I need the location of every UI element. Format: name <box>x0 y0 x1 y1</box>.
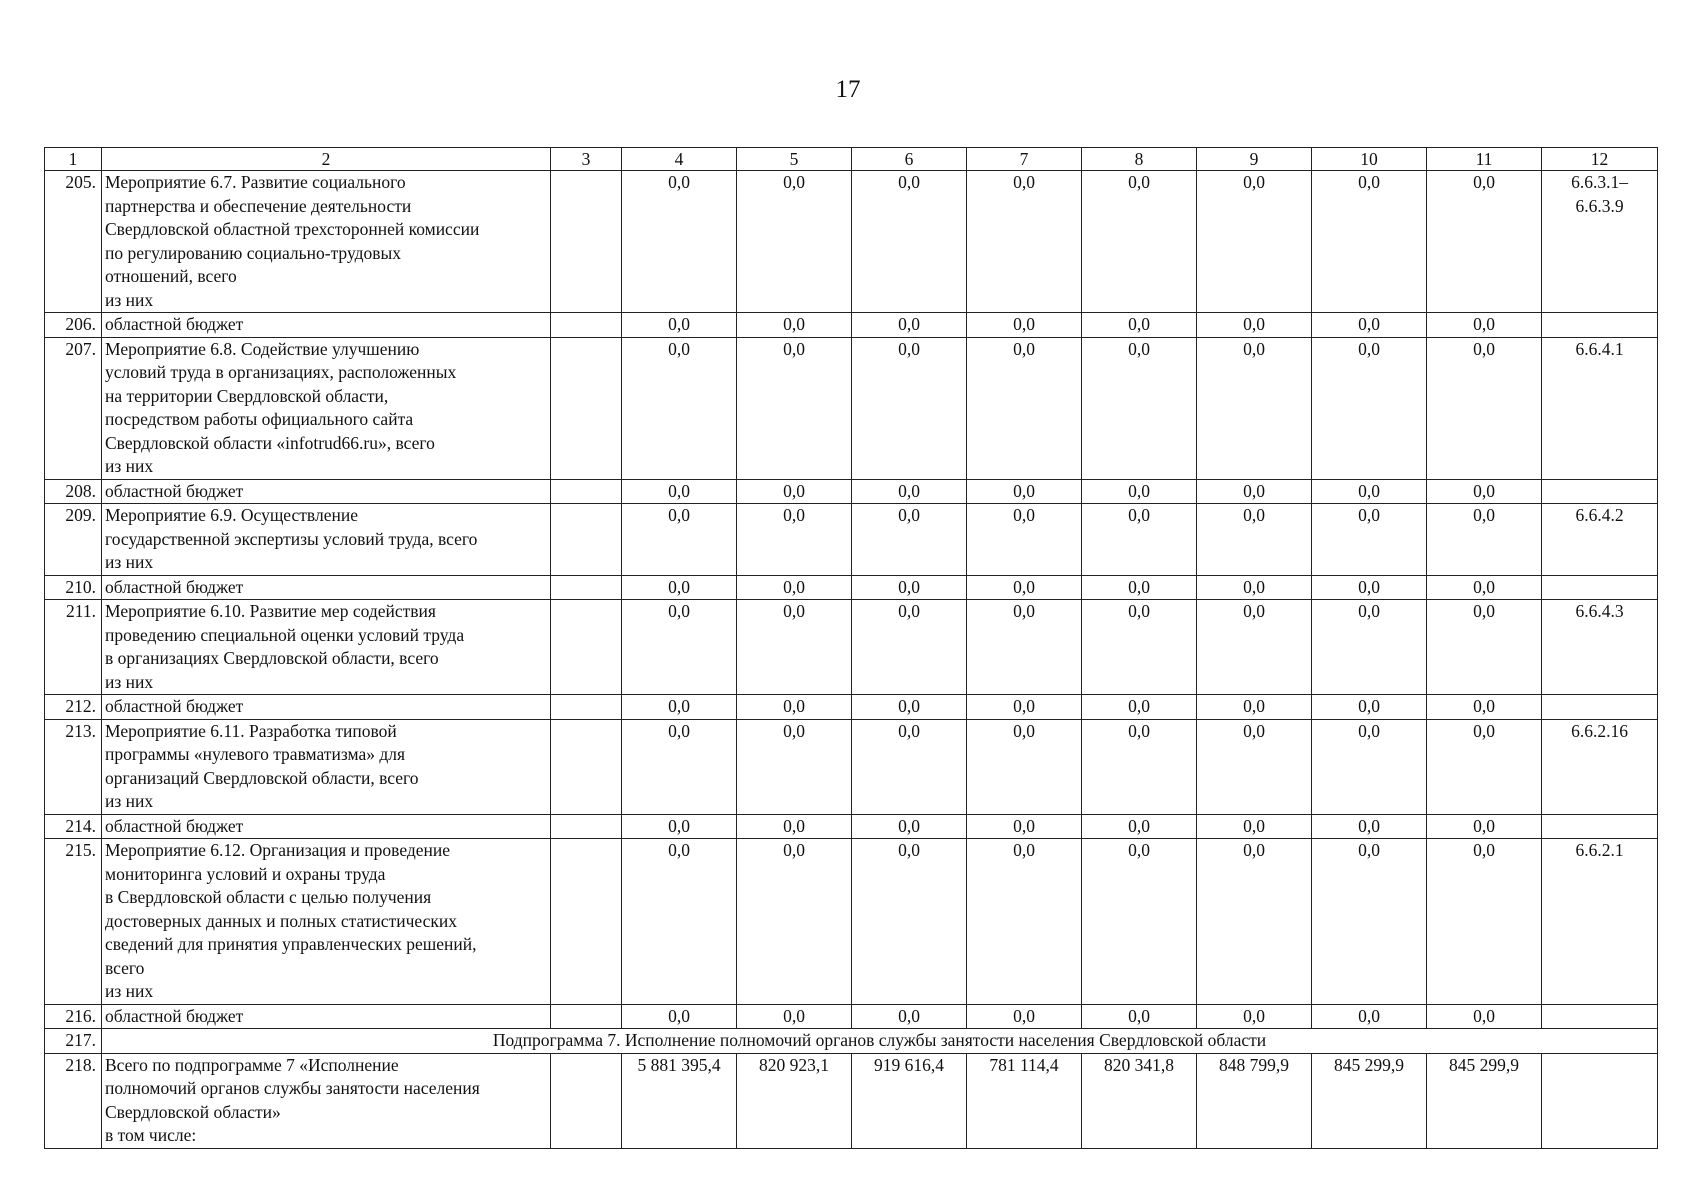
row-name <box>102 575 551 600</box>
value-cell: 0,0 <box>737 1004 852 1029</box>
target-code-cell <box>1542 171 1658 313</box>
value-cell: 0,0 <box>1427 337 1542 479</box>
value-cell: 0,0 <box>737 479 852 504</box>
table-row <box>45 600 1658 695</box>
value-cell: 0,0 <box>1197 814 1312 839</box>
value-cell: 0,0 <box>1427 1004 1542 1029</box>
row-name-line: государственной экспертизы условий труда, всего <box>105 528 478 549</box>
target-code-cell <box>1542 337 1658 479</box>
row-name <box>102 839 551 1005</box>
subprogram-title: Подпрограмма 7. Исполнение полномочий органов службы занятости населения Свердловской области <box>102 1029 1658 1054</box>
row-name-line: в организациях Свердловской области, всего <box>105 648 439 668</box>
target-code-cell <box>1542 1004 1658 1029</box>
row-name-tail: из них <box>105 456 154 476</box>
row-number: 209. <box>45 504 102 576</box>
row-name-line: областной бюджет <box>105 696 244 716</box>
value-cell: 0,0 <box>1312 313 1427 338</box>
value-cell: 0,0 <box>622 313 737 338</box>
row-name-line: организаций Свердловской области, всего <box>105 767 419 788</box>
value-cell: 0,0 <box>1082 695 1197 720</box>
value-cell: 0,0 <box>622 719 737 814</box>
row-name-line: Мероприятие 6.12. Организация и проведение <box>105 840 451 860</box>
row-name-line: отношений, всего <box>105 266 237 286</box>
table-row <box>45 1004 1658 1029</box>
value-cell: 0,0 <box>852 479 967 504</box>
page-number: 17 <box>835 76 861 103</box>
value-cell: 0,0 <box>622 1004 737 1029</box>
table-row <box>45 1053 1658 1148</box>
row-name <box>102 171 551 313</box>
value-cell: 0,0 <box>1197 575 1312 600</box>
value-cell: 0,0 <box>852 814 967 839</box>
value-cell: 820 923,1 <box>737 1053 852 1148</box>
row-name-line: посредством работы официального сайта <box>105 409 414 429</box>
row-number: 218. <box>45 1053 102 1148</box>
row-name <box>102 600 551 695</box>
target-code: 6.6.4.3 <box>1575 601 1624 621</box>
table-body <box>45 148 1658 1149</box>
row-name-line: на территории Свердловской области, <box>105 385 389 406</box>
value-cell: 0,0 <box>1197 479 1312 504</box>
row-name-tail: из них <box>105 289 154 310</box>
value-cell: 0,0 <box>967 600 1082 695</box>
target-code: 6.6.2.16 <box>1571 720 1628 741</box>
row-number: 213. <box>45 719 102 814</box>
target-code-cell <box>1542 839 1658 1005</box>
value-cell: 0,0 <box>852 337 967 479</box>
value-cell: 919 616,4 <box>852 1053 967 1148</box>
row-name-line: в Свердловской области с целью получения <box>105 887 432 907</box>
col3-cell <box>551 814 622 839</box>
row-name-line: по регулированию социально-трудовых <box>105 242 402 263</box>
row-name-tail: в том числе: <box>105 1125 197 1145</box>
value-cell: 0,0 <box>1082 814 1197 839</box>
value-cell: 820 341,8 <box>1082 1053 1197 1148</box>
value-cell: 0,0 <box>1312 337 1427 479</box>
row-name-tail: из них <box>105 981 154 1001</box>
row-name-line: Мероприятие 6.7. Развитие социального <box>105 172 406 192</box>
value-cell: 0,0 <box>622 839 737 1005</box>
row-name-line: Свердловской областной трехсторонней комиссии <box>105 219 480 239</box>
col3-cell <box>551 1053 622 1148</box>
value-cell: 0,0 <box>1312 695 1427 720</box>
row-name <box>102 313 551 338</box>
value-cell: 0,0 <box>1082 600 1197 695</box>
row-name-line: программы «нулевого травматизма» для <box>105 744 406 764</box>
row-name-line: областной бюджет <box>105 815 244 836</box>
header-cell: 3 <box>551 148 622 171</box>
value-cell: 0,0 <box>1082 839 1197 1005</box>
header-cell: 10 <box>1312 148 1427 171</box>
col3-cell <box>551 171 622 313</box>
value-cell: 0,0 <box>1197 695 1312 720</box>
value-cell: 0,0 <box>1312 839 1427 1005</box>
value-cell: 0,0 <box>1427 814 1542 839</box>
value-cell: 0,0 <box>967 839 1082 1005</box>
value-cell: 0,0 <box>1082 171 1197 313</box>
row-name <box>102 695 551 720</box>
row-number: 215. <box>45 839 102 1005</box>
value-cell: 0,0 <box>967 479 1082 504</box>
value-cell: 0,0 <box>852 1004 967 1029</box>
row-name-line: Мероприятие 6.8. Содействие улучшению <box>105 338 420 359</box>
row-name-line: областной бюджет <box>105 1005 244 1026</box>
row-name <box>102 479 551 504</box>
target-code-cell <box>1542 600 1658 695</box>
col3-cell <box>551 600 622 695</box>
value-cell: 0,0 <box>967 313 1082 338</box>
header-cell: 5 <box>737 148 852 171</box>
target-code-cell <box>1542 575 1658 600</box>
row-number: 208. <box>45 479 102 504</box>
row-name-line: проведению специальной оценки условий труда <box>105 624 465 645</box>
table-row <box>45 479 1658 504</box>
value-cell: 0,0 <box>967 1004 1082 1029</box>
row-number: 206. <box>45 313 102 338</box>
value-cell: 0,0 <box>1197 600 1312 695</box>
row-name-line: сведений для принятия управленческих решений, <box>105 934 477 954</box>
target-code: 6.6.4.1 <box>1575 338 1624 359</box>
row-name-line: областной бюджет <box>105 480 244 501</box>
table-row <box>45 1029 1658 1054</box>
row-name <box>102 1004 551 1029</box>
target-code: 6.6.3.1– <box>1571 172 1628 192</box>
header-cell: 12 <box>1542 148 1658 171</box>
row-number: 210. <box>45 575 102 600</box>
value-cell: 0,0 <box>737 313 852 338</box>
value-cell: 0,0 <box>622 814 737 839</box>
value-cell: 0,0 <box>1427 479 1542 504</box>
value-cell: 0,0 <box>1427 171 1542 313</box>
value-cell: 0,0 <box>1197 1004 1312 1029</box>
value-cell: 0,0 <box>852 839 967 1005</box>
value-cell: 0,0 <box>1312 575 1427 600</box>
value-cell: 0,0 <box>737 504 852 576</box>
value-cell: 0,0 <box>1312 600 1427 695</box>
value-cell: 0,0 <box>852 600 967 695</box>
col3-cell <box>551 313 622 338</box>
value-cell: 0,0 <box>967 719 1082 814</box>
row-name <box>102 337 551 479</box>
value-cell: 0,0 <box>1312 479 1427 504</box>
col3-cell <box>551 695 622 720</box>
target-code: 6.6.2.1 <box>1575 840 1624 860</box>
value-cell: 0,0 <box>967 695 1082 720</box>
header-cell: 8 <box>1082 148 1197 171</box>
value-cell: 0,0 <box>737 719 852 814</box>
header-cell: 2 <box>102 148 551 171</box>
value-cell: 0,0 <box>1427 313 1542 338</box>
program-table <box>44 147 1658 1149</box>
value-cell: 0,0 <box>737 171 852 313</box>
target-code: 6.6.4.2 <box>1575 505 1624 525</box>
col3-cell <box>551 504 622 576</box>
target-code-cell <box>1542 814 1658 839</box>
row-name <box>102 504 551 576</box>
value-cell: 0,0 <box>737 337 852 479</box>
value-cell: 0,0 <box>1427 575 1542 600</box>
header-cell: 4 <box>622 148 737 171</box>
value-cell: 0,0 <box>852 695 967 720</box>
row-name-line: мониторинга условий и охраны труда <box>105 863 386 884</box>
value-cell: 0,0 <box>622 479 737 504</box>
header-cell: 11 <box>1427 148 1542 171</box>
row-name-line: партнерства и обеспечение деятельности <box>105 195 412 216</box>
value-cell: 0,0 <box>967 171 1082 313</box>
value-cell: 0,0 <box>622 575 737 600</box>
value-cell: 0,0 <box>622 600 737 695</box>
table-row <box>45 313 1658 338</box>
value-cell: 0,0 <box>737 839 852 1005</box>
value-cell: 0,0 <box>852 719 967 814</box>
value-cell: 0,0 <box>1197 839 1312 1005</box>
table-header-row <box>45 148 1658 171</box>
value-cell: 0,0 <box>1082 1004 1197 1029</box>
row-name-line: Мероприятие 6.9. Осуществление <box>105 505 358 525</box>
row-number: 216. <box>45 1004 102 1029</box>
row-number: 214. <box>45 814 102 839</box>
row-name-line: областной бюджет <box>105 314 244 334</box>
value-cell: 0,0 <box>1427 504 1542 576</box>
value-cell: 0,0 <box>1082 719 1197 814</box>
row-name-line: условий труда в организациях, расположенных <box>105 362 457 382</box>
table-row <box>45 171 1658 313</box>
header-cell: 1 <box>45 148 102 171</box>
row-name-line: Свердловской области «infotrud66.ru», всего <box>105 432 435 453</box>
value-cell: 0,0 <box>1427 839 1542 1005</box>
value-cell: 0,0 <box>622 171 737 313</box>
value-cell: 0,0 <box>1197 504 1312 576</box>
row-name-line: Всего по подпрограмме 7 «Исполнение <box>105 1054 399 1075</box>
row-number: 212. <box>45 695 102 720</box>
value-cell: 0,0 <box>1197 337 1312 479</box>
target-code-cell <box>1542 313 1658 338</box>
value-cell: 0,0 <box>852 313 967 338</box>
col3-cell <box>551 337 622 479</box>
col3-cell <box>551 575 622 600</box>
table-row <box>45 719 1658 814</box>
target-code-cell <box>1542 695 1658 720</box>
value-cell: 0,0 <box>1082 575 1197 600</box>
row-name-line: Свердловской области» <box>105 1101 281 1122</box>
col3-cell <box>551 479 622 504</box>
value-cell: 0,0 <box>737 695 852 720</box>
col3-cell <box>551 1004 622 1029</box>
value-cell: 781 114,4 <box>967 1053 1082 1148</box>
value-cell: 0,0 <box>1082 337 1197 479</box>
table-row <box>45 814 1658 839</box>
value-cell: 0,0 <box>852 575 967 600</box>
target-code-cell <box>1542 504 1658 576</box>
value-cell: 0,0 <box>622 695 737 720</box>
value-cell: 0,0 <box>1312 504 1427 576</box>
row-name <box>102 1053 551 1148</box>
value-cell: 0,0 <box>1197 719 1312 814</box>
value-cell: 0,0 <box>1427 600 1542 695</box>
target-code-cell <box>1542 479 1658 504</box>
value-cell: 0,0 <box>967 337 1082 479</box>
value-cell: 0,0 <box>967 575 1082 600</box>
table-row <box>45 504 1658 576</box>
value-cell: 0,0 <box>1197 313 1312 338</box>
value-cell: 0,0 <box>622 337 737 479</box>
value-cell: 0,0 <box>1427 695 1542 720</box>
header-cell: 9 <box>1197 148 1312 171</box>
value-cell: 0,0 <box>737 600 852 695</box>
row-name-line: полномочий органов службы занятости населения <box>105 1078 480 1098</box>
value-cell: 0,0 <box>1312 814 1427 839</box>
value-cell: 848 799,9 <box>1197 1053 1312 1148</box>
row-name-tail: из них <box>105 791 154 811</box>
value-cell: 0,0 <box>1312 1004 1427 1029</box>
target-code-cell <box>1542 1053 1658 1148</box>
row-number: 211. <box>45 600 102 695</box>
value-cell: 0,0 <box>967 504 1082 576</box>
row-name-tail: из них <box>105 671 154 692</box>
row-number: 205. <box>45 171 102 313</box>
col3-cell <box>551 719 622 814</box>
row-number: 217. <box>45 1029 102 1054</box>
row-name <box>102 814 551 839</box>
header-cell: 7 <box>967 148 1082 171</box>
value-cell: 0,0 <box>852 504 967 576</box>
value-cell: 0,0 <box>737 575 852 600</box>
col3-cell <box>551 839 622 1005</box>
table-row <box>45 337 1658 479</box>
table-row <box>45 695 1658 720</box>
value-cell: 0,0 <box>1082 313 1197 338</box>
value-cell: 0,0 <box>737 814 852 839</box>
row-name-line: достоверных данных и полных статистических <box>105 910 457 931</box>
value-cell: 0,0 <box>1312 171 1427 313</box>
value-cell: 0,0 <box>1082 479 1197 504</box>
row-name-tail: из них <box>105 552 154 572</box>
row-name <box>102 719 551 814</box>
value-cell: 0,0 <box>1427 719 1542 814</box>
value-cell: 0,0 <box>622 504 737 576</box>
row-number: 207. <box>45 337 102 479</box>
header-cell: 6 <box>852 148 967 171</box>
value-cell: 845 299,9 <box>1312 1053 1427 1148</box>
table-row <box>45 839 1658 1005</box>
target-code-cell <box>1542 719 1658 814</box>
value-cell: 0,0 <box>852 171 967 313</box>
row-name-line: Мероприятие 6.10. Развитие мер содействия <box>105 601 436 621</box>
row-name-line: областной бюджет <box>105 576 244 597</box>
row-name-line: всего <box>105 957 145 978</box>
value-cell: 0,0 <box>1197 171 1312 313</box>
value-cell: 0,0 <box>967 814 1082 839</box>
table-row <box>45 575 1658 600</box>
value-cell: 0,0 <box>1312 719 1427 814</box>
value-cell: 0,0 <box>1082 504 1197 576</box>
value-cell: 845 299,9 <box>1427 1053 1542 1148</box>
target-code: 6.6.3.9 <box>1575 195 1624 216</box>
row-name-line: Мероприятие 6.11. Разработка типовой <box>105 720 397 741</box>
value-cell: 5 881 395,4 <box>622 1053 737 1148</box>
